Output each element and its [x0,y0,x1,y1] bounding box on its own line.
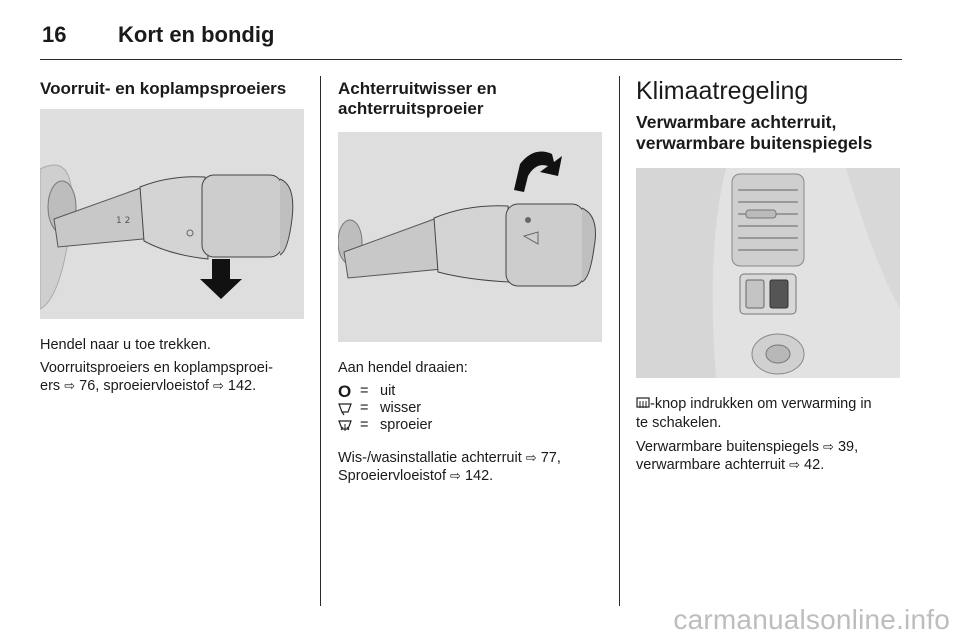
legend-label-washer: sproeier [380,417,433,433]
wiper-icon [338,402,360,416]
column-climate [636,76,902,474]
off-symbol: O [338,382,352,401]
page-header [40,16,900,56]
rotate-instruction: Aan hendel draaien: [338,360,468,376]
section-heading-washers: Voorruit- en koplampsproeiers [40,79,287,98]
heated-button-illustration [636,168,900,378]
instruction-text: Hendel naar u toe trekken. [40,337,211,353]
washer-icon [338,419,360,433]
chapter-title: Klimaatregeling [636,77,809,105]
column-rear-wiper [338,76,604,485]
figure-heated-button [636,168,900,378]
subsection-heading-heated: Verwarmbare achterruit, verwarmbare buitenspiegels [636,112,873,153]
rear-wiper-reference-paragraph: Wis-/wasinstallatie achterruit ⇨ 77, Sproeiervloeistof ⇨ 142. [338,450,561,484]
section-heading-rear-wiper: Achterruitwisser en achterruitsproeier [338,79,497,118]
page-number: 16 [42,22,67,47]
heated-reference-paragraph: Verwarmbare buitenspiegels ⇨ 39, verwarmbare achterruit ⇨ 42. [636,439,859,473]
watermark: carmanualsonline.info [673,604,950,635]
stalk-rotate-illustration [338,132,602,342]
reference-arrow-icon: ⇨ [212,378,224,393]
reference-arrow-icon: ⇨ [525,450,537,465]
column-divider-1 [320,76,321,606]
reference-arrow-icon: ⇨ [823,439,834,454]
header-divider [40,59,902,60]
legend-row-wiper: = wisser [338,400,604,417]
legend-row-off: O = uit [338,382,396,401]
reference-arrow-icon: ⇨ [64,378,76,393]
reference-arrow-icon: ⇨ [450,468,461,483]
page-heading: Kort en bondig [118,22,275,47]
page-ref-142[interactable]: 142 [227,378,253,394]
page-ref-76[interactable]: 76 [79,378,96,394]
page-ref-39[interactable]: 39 [837,439,855,455]
figure-stalk-rotate [338,132,602,342]
column-washers [40,76,304,395]
page-ref-42[interactable]: 42 [804,457,821,473]
heated-instruction: -knop indrukken om verwarming in te schakelen. [636,396,872,431]
washer-reference-paragraph: Voorruitsproeiers en koplampsproei- ers ⇨ 76, sproeiervloeistof ⇨ 142. [40,360,273,394]
legend-row-washer: = sproeier [338,417,604,434]
symbol-legend [338,383,604,434]
heated-rear-window-icon [636,397,650,415]
figure-stalk-pull [40,109,304,319]
page-ref-142[interactable]: 142 [464,468,490,484]
column-divider-2 [619,76,620,606]
reference-arrow-icon: ⇨ [789,457,801,472]
svg-text:1 2: 1 2 [116,216,131,226]
stalk-pull-illustration [40,109,304,319]
legend-label-wiper: wisser [380,400,422,416]
page-ref-77[interactable]: 77 [540,450,557,466]
legend-label-off: uit [380,383,396,399]
